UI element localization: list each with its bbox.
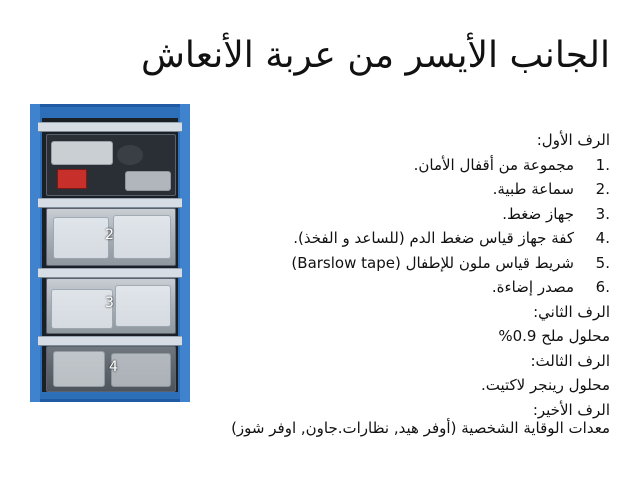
supply-bag xyxy=(113,215,171,259)
item-text: مصدر إضاءة. xyxy=(491,278,574,296)
list-item xyxy=(180,226,610,251)
item-index: .6 xyxy=(595,278,610,296)
shelf-bar xyxy=(38,198,182,208)
shelf3-content: محلول رينجر لاكتيت. xyxy=(480,376,610,394)
bp-cuff xyxy=(117,145,143,165)
shelf3-heading: الرف الثالث: xyxy=(530,351,610,370)
drawer-2 xyxy=(46,208,176,266)
item-index: .1 xyxy=(595,155,610,174)
slide-title: الجانب الأيسر من عربة الأنعاش xyxy=(140,35,610,76)
item-text: كفة جهاز قياس ضغط الدم (للساعد و الفخذ). xyxy=(293,229,574,247)
supply-bag xyxy=(51,141,113,165)
drawer-number-label: 3 xyxy=(105,295,114,311)
drawer-number-label: 4 xyxy=(109,359,118,375)
list-item xyxy=(180,177,610,202)
shelf-bar xyxy=(38,268,182,278)
item-index: .5 xyxy=(595,253,610,272)
item-text: مجموعة من أقفال الأمان. xyxy=(413,155,574,174)
supply-bag xyxy=(125,171,171,191)
supply-bag xyxy=(115,285,171,327)
cart-contents-list xyxy=(180,128,610,422)
shelf4-heading: الرف الأخير: xyxy=(532,400,610,419)
list-item xyxy=(180,251,610,276)
supply-bag xyxy=(53,351,105,387)
supply-bag xyxy=(51,289,113,329)
shelf2-heading: الرف الثاني: xyxy=(533,302,610,321)
crash-cart-photo xyxy=(30,104,190,402)
shelf4-content: معدات الوقاية الشخصية (أوفر هيد, نظارات.جاون, اوفر شوز) xyxy=(231,419,610,437)
shelf-bar xyxy=(38,122,182,132)
shelf1-heading: الرف الأول: xyxy=(536,131,610,149)
item-text: سماعة طبية. xyxy=(492,180,574,198)
drawer-1 xyxy=(46,134,176,196)
supply-bag xyxy=(111,353,171,387)
drawer-number-label: 2 xyxy=(105,227,114,243)
drawer-3 xyxy=(46,278,176,334)
shelf2-content: محلول ملح 0.9% xyxy=(498,327,610,345)
red-box xyxy=(57,169,87,189)
item-index: .4 xyxy=(595,229,610,247)
item-index: .3 xyxy=(595,204,610,223)
cart-left-post xyxy=(30,104,40,402)
drawer-4 xyxy=(46,346,176,392)
list-item xyxy=(180,275,610,300)
list-item xyxy=(180,202,610,227)
item-text: شريط قياس ملون للإطفال (Barslow tape) xyxy=(291,253,574,272)
item-index: .2 xyxy=(595,180,610,198)
supply-bag xyxy=(53,217,109,259)
list-item xyxy=(180,153,610,178)
shelf-bar xyxy=(38,336,182,346)
item-text: جهاز ضغط. xyxy=(502,204,574,223)
